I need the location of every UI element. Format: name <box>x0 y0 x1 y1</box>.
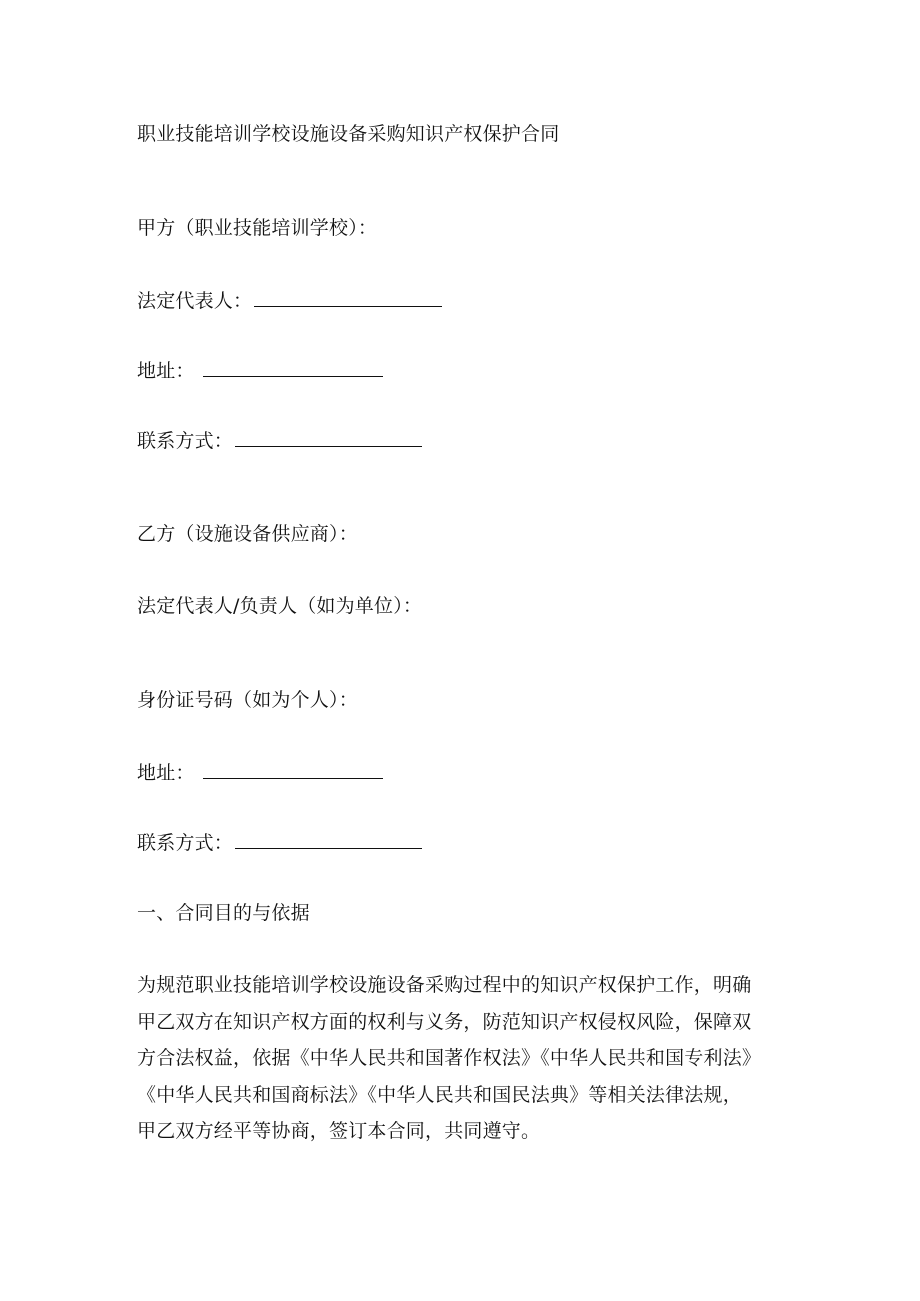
party-a-rep-row <box>137 288 442 313</box>
party-a-rep-blank <box>254 288 442 307</box>
party-b-contact-label: 联系方式： <box>137 832 234 854</box>
party-b-contact-blank <box>235 830 422 849</box>
section-1-paragraph <box>137 967 787 1150</box>
party-b-addr-row <box>137 760 383 785</box>
party-a-addr-blank <box>203 358 383 377</box>
paragraph-line: 《中华人民共和国商标法》《中华人民共和国民法典》等相关法律法规， <box>137 1083 742 1106</box>
party-b-heading: 乙方（设施设备供应商）： <box>137 523 358 545</box>
paragraph-line: 甲乙双方在知识产权方面的权利与义务，防范知识产权侵权风险，保障双 <box>137 1010 752 1033</box>
paragraph-line: 为规范职业技能培训学校设施设备采购过程中的知识产权保护工作，明确 <box>137 974 752 996</box>
party-a-rep-label: 法定代表人： <box>137 290 253 312</box>
party-b-addr-blank <box>203 760 383 779</box>
party-b-rep-label: 法定代表人/负责人（如为单位）： <box>137 595 423 617</box>
party-a-addr-row <box>137 358 383 383</box>
party-a-contact-row <box>137 428 422 453</box>
party-b-id-label: 身份证号码（如为个人）： <box>137 689 358 711</box>
party-b-contact-row <box>137 830 422 855</box>
section-1-heading: 一、合同目的与依据 <box>137 902 310 924</box>
paragraph-line: 甲乙双方经平等协商，签订本合同，共同遵守。 <box>137 1120 541 1142</box>
party-a-contact-blank <box>235 428 422 447</box>
party-a-contact-label: 联系方式： <box>137 430 234 452</box>
party-a-heading: 甲方（职业技能培训学校）： <box>137 217 378 239</box>
party-a-addr-label: 地址： <box>137 360 195 382</box>
party-b-addr-label: 地址： <box>137 762 195 784</box>
document-title: 职业技能培训学校设施设备采购知识产权保护合同 <box>137 123 560 145</box>
paragraph-line: 方合法权益，依据《中华人民共和国著作权法》《中华人民共和国专利法》 <box>137 1047 762 1069</box>
